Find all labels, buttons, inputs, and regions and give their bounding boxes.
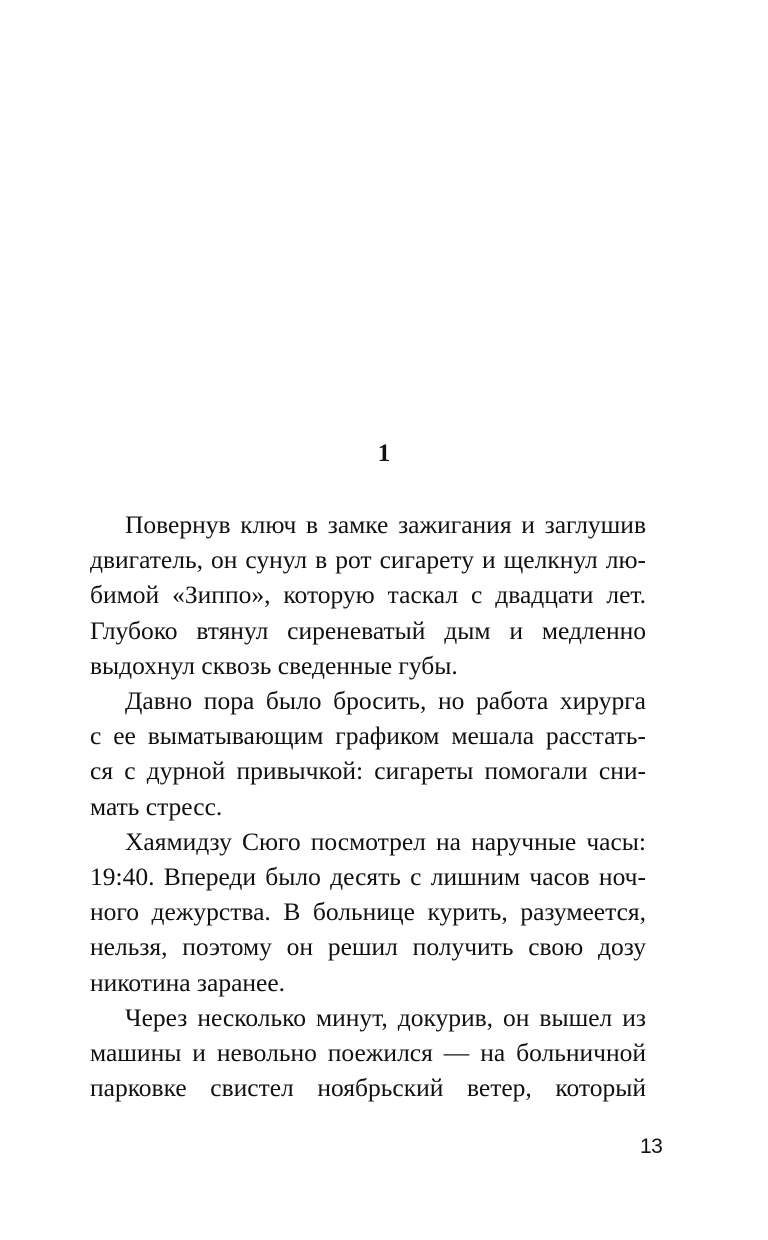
paragraph — [90, 1000, 646, 1106]
text-line: машины и невольно поежился — на больничной — [90, 1038, 646, 1068]
text-line: никотина заранее. — [90, 967, 286, 997]
text-line: Давно пора было бросить, но работа хирурга — [125, 686, 646, 716]
paragraph — [90, 824, 646, 1000]
text-line: ного дежурства. В больнице курить, разумеется, — [90, 897, 646, 927]
text-line: с ее выматывающим графиком мешала расстать- — [90, 721, 646, 751]
text-line: парковке свистел ноябрьский ветер, который — [90, 1073, 646, 1103]
paragraph — [90, 683, 646, 824]
text-line: двигатель, он сунул в рот сигарету и щелкнул лю- — [90, 545, 646, 575]
body-text — [90, 507, 646, 1105]
page-number: 13 — [640, 1135, 663, 1158]
text-line: выдохнул сквозь сведенные губы. — [90, 650, 458, 680]
text-line: мать стресс. — [90, 791, 223, 821]
paragraph — [90, 507, 646, 683]
text-line: Через несколько минут, докурив, он вышел из — [125, 1002, 646, 1032]
text-line: нельзя, поэтому он решил получить свою дозу — [90, 932, 646, 962]
text-line: Хаямидзу Сюго посмотрел на наручные часы: — [125, 826, 646, 856]
text-line: 19:40. Впереди было десять с лишним часов ноч- — [90, 862, 646, 892]
text-line: ся с дурной привычкой: сигареты помогали сни- — [90, 756, 646, 786]
text-line: бимой «Зиппо», которую таскал с двадцати лет. — [90, 580, 646, 610]
text-line: Повернув ключ в замке зажигания и заглушив — [125, 510, 646, 539]
text-line: Глубоко втянул сиреневатый дым и медленно — [90, 615, 646, 645]
chapter-number: 1 — [377, 440, 391, 467]
